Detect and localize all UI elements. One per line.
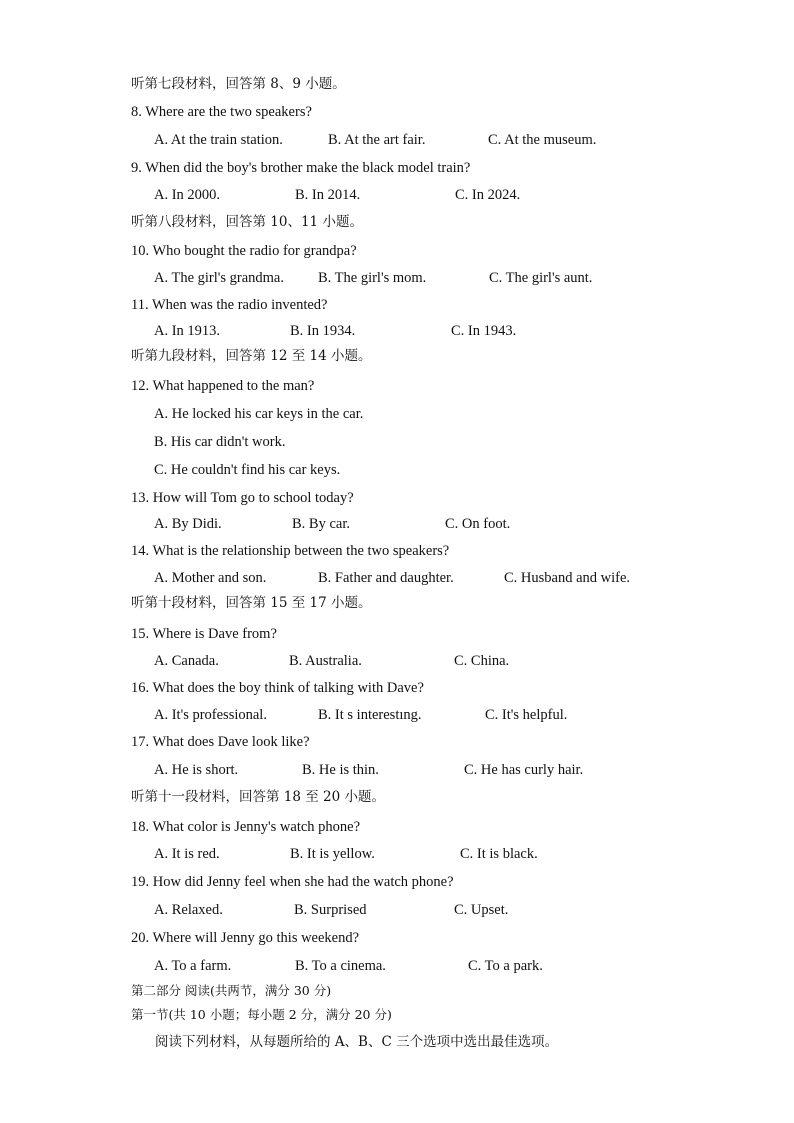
question-18-option-a[interactable]: A. It is red. (154, 846, 220, 862)
question-18-option-c[interactable]: C. It is black. (460, 846, 538, 862)
question-20-option-c[interactable]: C. To a park. (468, 958, 543, 974)
question-16-option-a[interactable]: A. It's professional. (154, 707, 267, 723)
question-18-option-b[interactable]: B. It is yellow. (290, 846, 375, 862)
question-15-option-a[interactable]: A. Canada. (154, 653, 219, 669)
question-20-option-b[interactable]: B. To a cinema. (295, 958, 386, 974)
question-13-option-c[interactable]: C. On foot. (445, 516, 511, 532)
question-10-option-a[interactable]: A. The girl's grandma. (154, 270, 284, 286)
question-16-option-c[interactable]: C. It's helpful. (485, 707, 568, 723)
question-17: 17. What does Dave look like? (131, 734, 310, 750)
question-17-option-b[interactable]: B. He is thin. (302, 762, 379, 778)
question-19-option-b[interactable]: B. Surprised (294, 902, 367, 918)
question-12: 12. What happened to the man? (131, 378, 315, 394)
question-8: 8. Where are the two speakers? (131, 104, 312, 120)
part2-instruction: 阅读下列材料，从每题所给的 A、B、C 三个选项中选出最佳选项。 (155, 1034, 559, 1050)
question-20: 20. Where will Jenny go this weekend? (131, 930, 360, 946)
question-8-option-b[interactable]: B. At the art fair. (328, 132, 426, 148)
section-header-10: 听第十段材料，回答第 15 至 17 小题。 (131, 595, 372, 611)
part2-title: 第二部分 阅读(共两节，满分 30 分) (131, 983, 332, 998)
section-header-11: 听第十一段材料，回答第 18 至 20 小题。 (131, 789, 386, 805)
question-13: 13. How will Tom go to school today? (131, 490, 354, 506)
question-14-option-b[interactable]: B. Father and daughter. (318, 570, 454, 586)
section-header-7: 听第七段材料，回答第 8、9 小题。 (131, 76, 346, 92)
question-13-option-b[interactable]: B. By car. (292, 516, 350, 532)
question-9-option-a[interactable]: A. In 2000. (154, 187, 221, 203)
question-16-option-b[interactable]: B. It s interestıng. (318, 707, 422, 723)
question-11-option-a[interactable]: A. In 1913. (154, 323, 221, 339)
question-14: 14. What is the relationship between the two speakers? (131, 543, 450, 559)
question-11: 11. When was the radio invented? (131, 297, 328, 313)
question-9-option-b[interactable]: B. In 2014. (295, 187, 361, 203)
question-15-option-b[interactable]: B. Australia. (289, 653, 362, 669)
question-13-option-a[interactable]: A. By Didi. (154, 516, 222, 532)
question-10-option-c[interactable]: C. The girl's aunt. (489, 270, 593, 286)
question-12-option-c[interactable]: C. He couldn't find his car keys. (154, 462, 341, 478)
question-8-option-c[interactable]: C. At the museum. (488, 132, 597, 148)
question-10: 10. Who bought the radio for grandpa? (131, 243, 357, 259)
question-19: 19. How did Jenny feel when she had the watch phone? (131, 874, 454, 890)
question-14-option-c[interactable]: C. Husband and wife. (504, 570, 631, 586)
question-14-option-a[interactable]: A. Mother and son. (154, 570, 267, 586)
section-header-9: 听第九段材料，回答第 12 至 14 小题。 (131, 348, 372, 364)
section-header-8: 听第八段材料，回答第 10、11 小题。 (131, 214, 363, 230)
question-10-option-b[interactable]: B. The girl's mom. (318, 270, 427, 286)
question-15-option-c[interactable]: C. China. (454, 653, 510, 669)
question-9-option-c[interactable]: C. In 2024. (455, 187, 521, 203)
question-17-option-a[interactable]: A. He is short. (154, 762, 239, 778)
question-11-option-b[interactable]: B. In 1934. (290, 323, 356, 339)
question-12-option-b[interactable]: B. His car didn't work. (154, 434, 286, 450)
question-8-option-a[interactable]: A. At the train station. (154, 132, 283, 148)
question-19-option-a[interactable]: A. Relaxed. (154, 902, 223, 918)
question-20-option-a[interactable]: A. To a farm. (154, 958, 232, 974)
question-19-option-c[interactable]: C. Upset. (454, 902, 509, 918)
question-16: 16. What does the boy think of talking with Dave? (131, 680, 424, 696)
question-12-option-a[interactable]: A. He locked his car keys in the car. (154, 406, 364, 422)
question-15: 15. Where is Dave from? (131, 626, 277, 642)
question-17-option-c[interactable]: C. He has curly hair. (464, 762, 584, 778)
question-9: 9. When did the boy's brother make the black model train? (131, 160, 471, 176)
part2-section1: 第一节(共 10 小题；每小题 2 分，满分 20 分) (131, 1007, 392, 1022)
question-11-option-c[interactable]: C. In 1943. (451, 323, 517, 339)
question-18: 18. What color is Jenny's watch phone? (131, 819, 361, 835)
